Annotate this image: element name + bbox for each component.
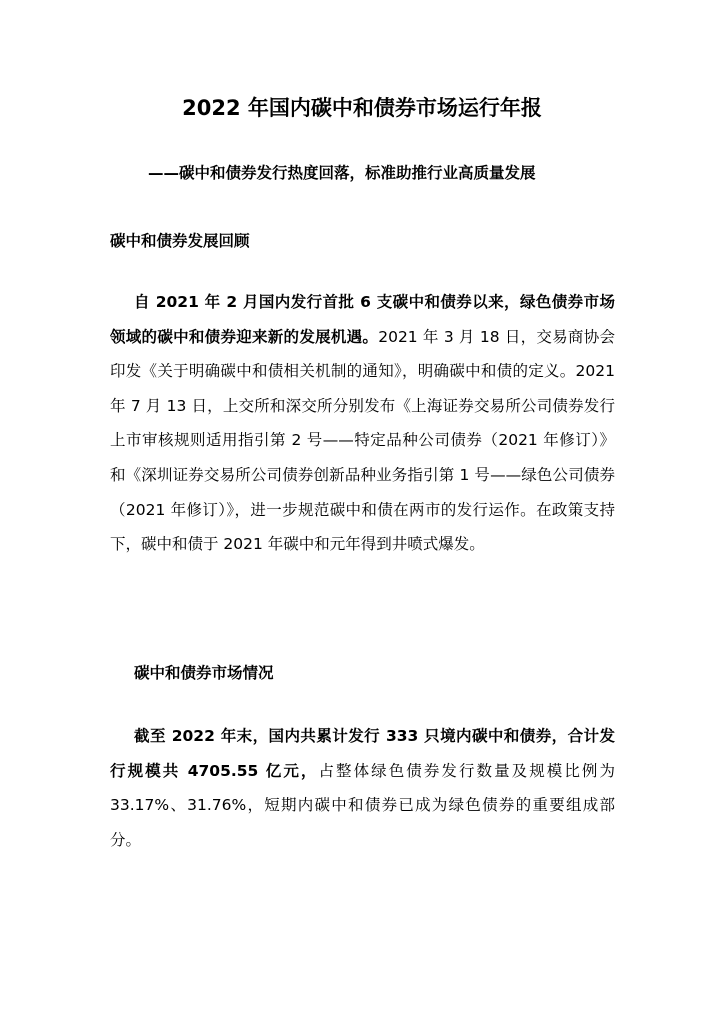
paragraph-bold-lead: 截至 2022 年末，国内共累计发行 333 只境内碳中和债券，合计发行规模共 4705.55 亿元， [110, 727, 615, 780]
section-paragraph-market [110, 719, 615, 857]
paragraph-body: 2021 年 3 月 18 日，交易商协会印发《关于明确碳中和债相关机制的通知》，明确碳中和债的定义。2021 年 7 月 13 日，上交所和深交所分别发布《上海证券交易所公司债券发行上市审核规则适用指引第 2 号——特定品种公司债券（2021 年修订）》和《深圳证券交易所公司债券创新品种业务指引第 1 号——绿色公司债券（2021 年修订）》，进一步规范碳中和债在两市的发行运作。在政策支持下，碳中和债于 2021 年碳中和元年得到井喷式爆发。 [110, 327, 615, 554]
document-title: 2022 年国内碳中和债券市场运行年报 [182, 96, 542, 120]
section-paragraph-review [110, 285, 615, 562]
section-heading-market: 碳中和债券市场情况 [134, 664, 274, 682]
paragraph-bold-lead: 自 2021 年 2 月国内发行首批 6 支碳中和债券以来，绿色债券市场领域的碳中和债券迎来新的发展机遇。 [110, 293, 615, 346]
paragraph-body: 占整体绿色债券发行数量及规模比例为 33.17%、31.76%，短期内碳中和债券已成为绿色债券的重要组成部分。 [110, 761, 615, 849]
document-subtitle: ——碳中和债券发行热度回落，标准助推行业高质量发展 [148, 164, 536, 182]
section-heading-review: 碳中和债券发展回顾 [110, 232, 250, 250]
